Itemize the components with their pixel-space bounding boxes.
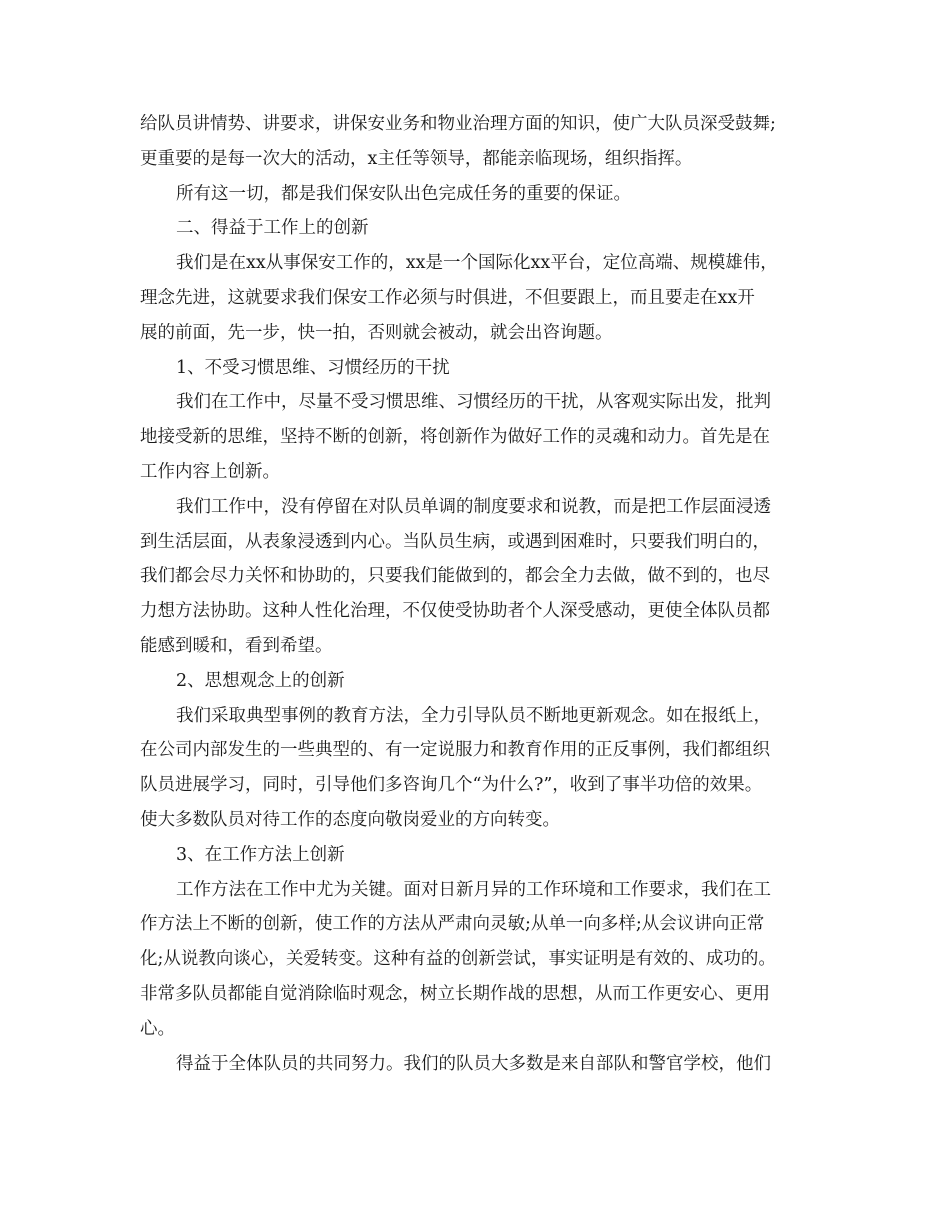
text-line: 我们是在xx从事保安工作的，xx是一个国际化xx平台，定位高端、规模雄伟，: [176, 253, 778, 274]
text-line: 我们都会尽力关怀和协助的，只要我们能做到的，都会全力去做，做不到的，也尽: [140, 566, 770, 587]
text-line: 我们工作中，没有停留在对队员单调的制度要求和说教，而是把工作层面浸透: [176, 496, 771, 517]
text-line: 作方法上不断的创新，使工作的方法从严肃向灵敏;从单一向多样;从会议讲向正常: [140, 914, 765, 935]
text-line: 二、得益于工作上的创新: [176, 218, 369, 239]
text-line: 到生活层面，从表象浸透到内心。当队员生病，或遇到困难时，只要我们明白的，: [140, 531, 770, 552]
text-line: 使大多数队员对待工作的态度向敬岗爱业的方向转变。: [140, 809, 560, 830]
text-line: 工作方法在工作中尤为关键。面对日新月异的工作环境和工作要求，我们在工: [176, 879, 771, 900]
text-line: 展的前面，先一步，快一拍，否则就会被动，就会出咨询题。: [140, 322, 613, 343]
text-line: 地接受新的思维，坚持不断的创新，将创新作为做好工作的灵魂和动力。首先是在: [140, 427, 770, 448]
document-page: [140, 107, 820, 1081]
text-line: 我们采取典型事例的教育方法，全力引导队员不断地更新观念。如在报纸上，: [176, 705, 771, 726]
text-line: 1、不受习惯思维、习惯经历的干扰: [176, 357, 450, 378]
text-line: 我们在工作中，尽量不受习惯思维、习惯经历的干扰，从客观实际出发，批判: [176, 392, 771, 413]
text-line: 化;从说教向谈心，关爱转变。这种有益的创新尝试，事实证明是有效的、成功的。: [140, 949, 776, 970]
text-line: 3、在工作方法上创新: [176, 844, 345, 865]
text-line: 非常多队员都能自觉消除临时观念，树立长期作战的思想，从而工作更安心、更用: [140, 983, 770, 1004]
text-line: 能感到暖和，看到希望。: [140, 635, 333, 656]
text-line: 理念先进，这就要求我们保安工作必须与时俱进，不但要跟上，而且要走在xx开: [140, 287, 755, 308]
text-line: 工作内容上创新。: [140, 461, 280, 482]
text-line: 队员进展学习，同时，引导他们多咨询几个“为什么?”，收到了事半功倍的效果。: [140, 775, 763, 796]
text-line: 给队员讲情势、讲要求，讲保安业务和物业治理方面的知识，使广大队员深受鼓舞;: [140, 114, 776, 134]
text-line: 2、思想观念上的创新: [176, 670, 345, 691]
text-line: 心。: [140, 1018, 175, 1039]
text-line: 所有这一切，都是我们保安队出色完成任务的重要的保证。: [176, 183, 631, 204]
text-line: 在公司内部发生的一些典型的、有一定说服力和教育作用的正反事例，我们都组织: [140, 740, 770, 761]
text-line: 得益于全体队员的共同努力。我们的队员大多数是来自部队和警官学校，他们: [176, 1053, 771, 1074]
text-line: 力想方法协助。这种人性化治理，不仅使受协助者个人深受感动，更使全体队员都: [140, 601, 770, 622]
text-line: 更重要的是每一次大的活动，x主任等领导，都能亲临现场，组织指挥。: [140, 148, 693, 169]
